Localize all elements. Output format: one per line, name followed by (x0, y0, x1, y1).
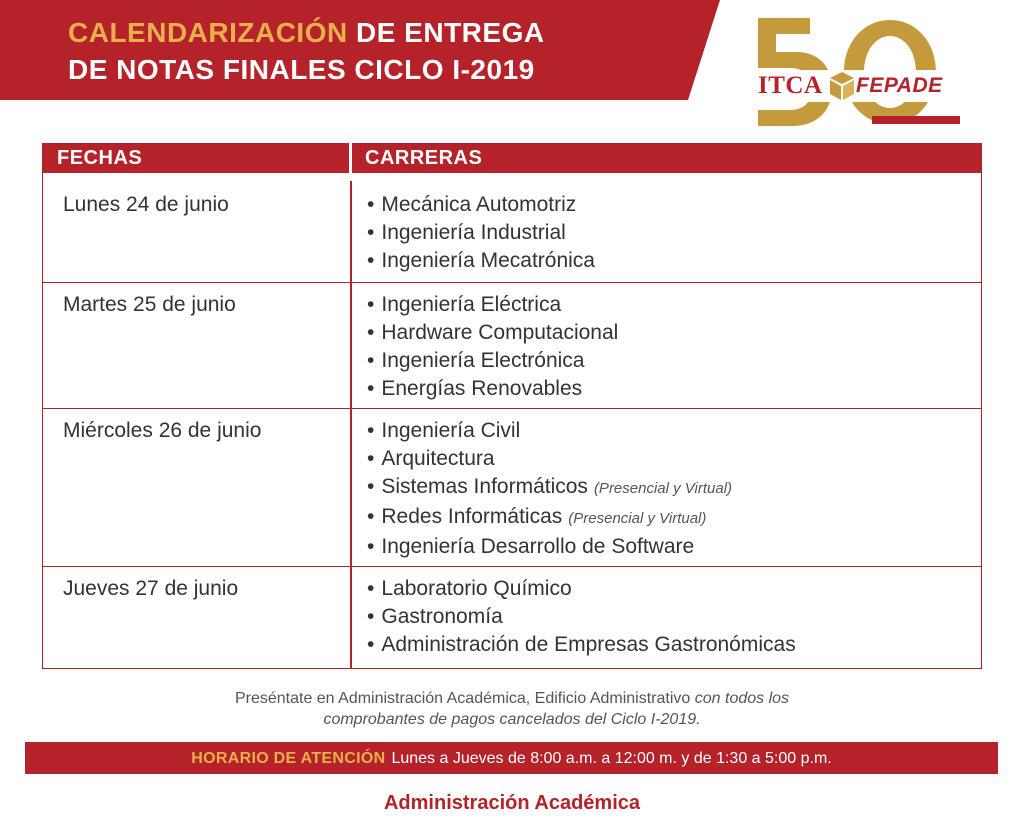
list-item: • Administración de Empresas Gastronómicas (367, 633, 796, 656)
list-item: • Arquitectura (367, 447, 495, 470)
career-name: Mecánica Automotriz (381, 193, 577, 216)
career-list (367, 291, 618, 403)
list-item: • Energías Renovables (367, 377, 583, 400)
office-hours-bar (25, 742, 998, 774)
notice-italic-2: comprobantes de pagos cancelados del Ciclo I-2019. (323, 711, 701, 728)
office-hours-label: HORARIO DE ATENCIÓN (191, 750, 386, 767)
career-modality-note: (Presencial y Virtual) (568, 510, 707, 527)
career-name: Ingeniería Electrónica (381, 349, 585, 372)
list-item: • Ingeniería Civil (367, 419, 521, 442)
list-item: • Gastronomía (367, 605, 503, 628)
notice-italic-1: con todos los (694, 690, 790, 707)
title-highlight: CALENDARIZACIÓN (68, 17, 348, 48)
list-item: • Ingeniería Electrónica (367, 349, 585, 372)
title-rest: DE ENTREGA (356, 17, 545, 48)
table-row (43, 283, 981, 409)
list-item: • Hardware Computacional (367, 321, 619, 344)
page-title (68, 14, 545, 88)
career-name: Redes Informáticas (381, 505, 563, 528)
footer-department: Administración Académica (383, 792, 640, 814)
career-name: Administración de Empresas Gastronómicas (381, 633, 796, 656)
career-name: Arquitectura (381, 447, 495, 470)
list-item: • Ingeniería Industrial (367, 221, 566, 244)
logo-graphic (752, 12, 962, 130)
table-header (43, 143, 981, 173)
office-hours-text: Lunes a Jueves de 8:00 a.m. a 12:00 m. y de 1:30 a 5:00 p.m. (391, 750, 832, 767)
title-line2: DE NOTAS FINALES CICLO I-2019 (68, 54, 535, 85)
career-name: Ingeniería Desarrollo de Software (381, 535, 695, 558)
career-name: Laboratorio Químico (381, 577, 572, 600)
table-row (43, 409, 981, 567)
logo-fepade-text: FEPADE (856, 74, 943, 97)
itca-fepade-logo (752, 12, 962, 130)
list-item: • Mecánica Automotriz (367, 193, 577, 216)
career-list (367, 575, 796, 659)
career-list (367, 191, 595, 275)
schedule-table (42, 143, 982, 669)
career-name: Hardware Computacional (381, 321, 619, 344)
header-divider (349, 143, 352, 173)
career-name: Ingeniería Eléctrica (381, 293, 562, 316)
logo-itca-text: ITCA (758, 72, 823, 99)
table-row (43, 183, 981, 283)
table-row (43, 567, 981, 669)
career-modality-note: (Presencial y Virtual) (593, 480, 733, 497)
row-date: Lunes 24 de junio (63, 193, 229, 216)
career-list (367, 417, 732, 561)
header-banner (0, 0, 720, 100)
row-date: Martes 25 de junio (63, 293, 236, 316)
list-item: • Laboratorio Químico (367, 577, 572, 600)
list-item: • Ingeniería Mecatrónica (367, 249, 595, 272)
list-item: • Ingeniería Eléctrica (367, 293, 562, 316)
notice-plain: Preséntate en Administración Académica, Edificio Administrativo (234, 690, 691, 707)
row-date: Miércoles 26 de junio (63, 419, 262, 442)
row-date: Jueves 27 de junio (63, 577, 239, 600)
list-item: • Sistemas Informáticos (Presencial y Virtual) (367, 475, 733, 498)
career-name: Ingeniería Industrial (381, 221, 566, 244)
instructions-text (0, 688, 1024, 730)
list-item: • Redes Informáticas (Presencial y Virtual) (367, 505, 707, 528)
column-header-fechas: FECHAS (57, 147, 143, 169)
career-name: Ingeniería Civil (381, 419, 521, 442)
list-item: • Ingeniería Desarrollo de Software (367, 535, 695, 558)
column-header-carreras: CARRERAS (365, 147, 483, 169)
career-name: Ingeniería Mecatrónica (381, 249, 595, 272)
career-name: Energías Renovables (381, 377, 583, 400)
career-name: Sistemas Informáticos (381, 475, 588, 498)
career-name: Gastronomía (381, 605, 503, 628)
